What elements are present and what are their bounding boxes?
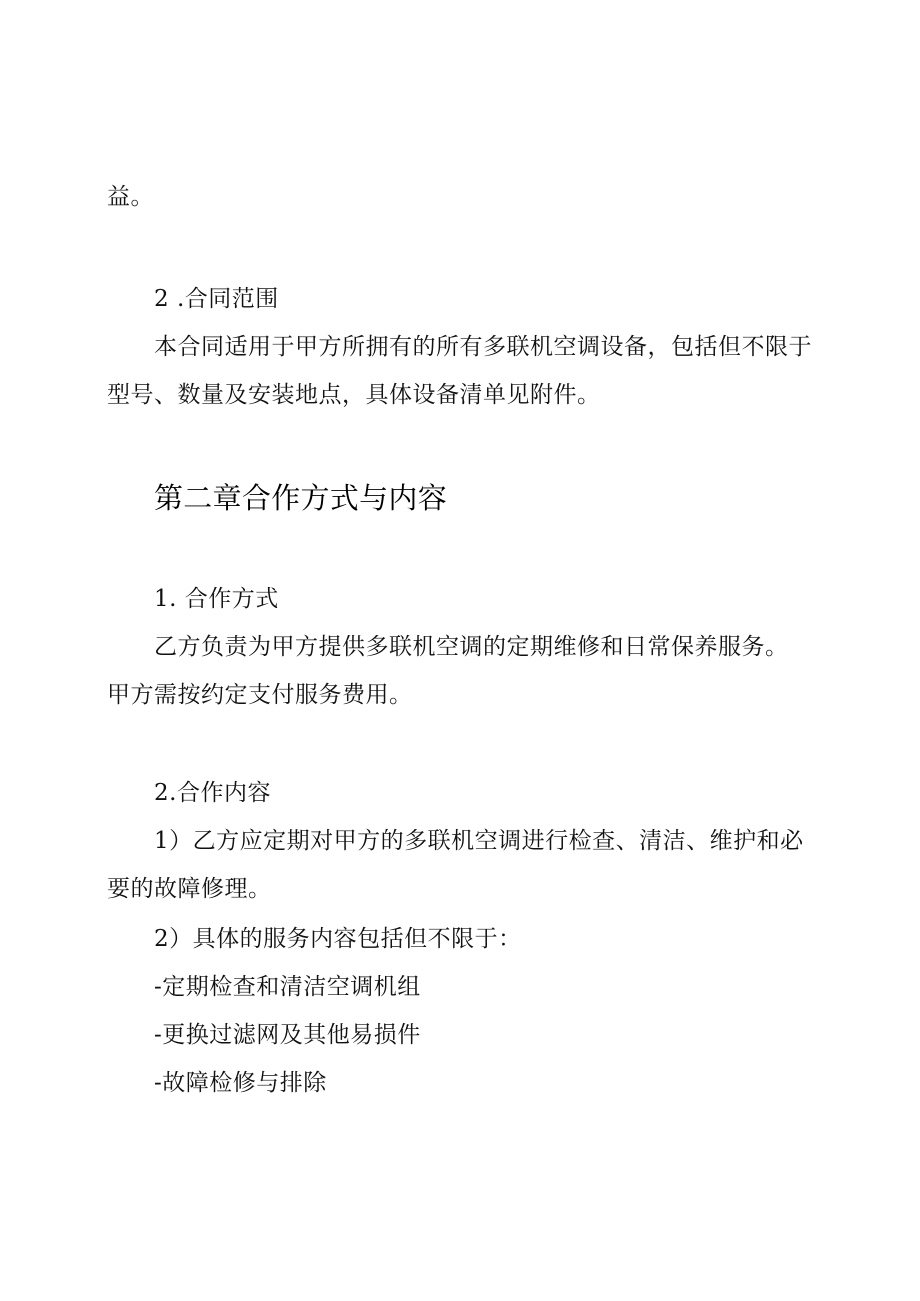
cooperation-mode-line2: 甲方需按约定支付服务费用。 [107, 682, 413, 708]
cooperation-mode-line1: 乙方负责为甲方提供多联机空调的定期维修和日常保养服务。 [154, 634, 789, 660]
content-item1-line1: 1）乙方应定期对甲方的多联机空调进行检查、清洁、维护和必 [154, 828, 804, 854]
service-bullet-item: -故障检修与排除 [154, 1070, 327, 1096]
continuation-text: 益。 [107, 184, 154, 210]
content-item2: 2）具体的服务内容包括但不限于： [154, 926, 522, 952]
service-bullet-item: -更换过滤网及其他易损件 [154, 1022, 421, 1048]
service-bullet-item: -定期检查和清洁空调机组 [154, 974, 421, 1000]
section-scope-paragraph-line2: 型号、数量及安装地点，具体设备清单见附件。 [107, 382, 601, 408]
section-scope-paragraph-line1: 本合同适用于甲方所拥有的所有多联机空调设备，包括但不限于 [154, 334, 812, 360]
cooperation-mode-heading: 1. 合作方式 [154, 586, 279, 612]
content-item1-line2: 要的故障修理。 [107, 876, 272, 902]
cooperation-content-heading: 2.合作内容 [154, 780, 271, 806]
section-scope-heading: 2 .合同范围 [154, 286, 279, 312]
chapter-title: 第二章合作方式与内容 [154, 481, 448, 515]
